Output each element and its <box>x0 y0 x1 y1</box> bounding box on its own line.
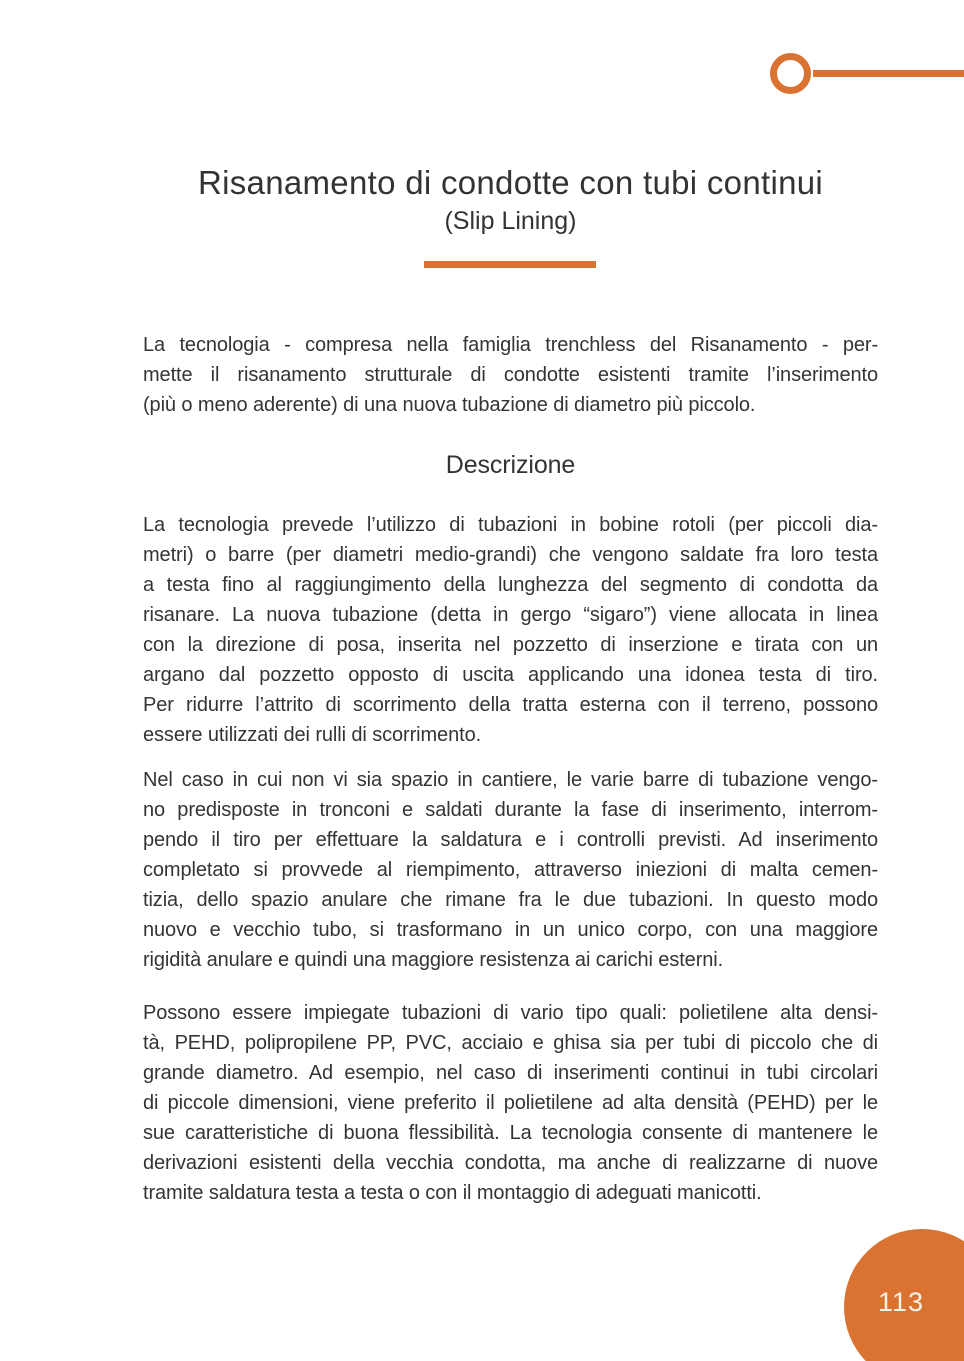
text-line: pendo il tiro per effettuare la saldatura e i controlli previsti. Ad inserimento <box>143 829 878 851</box>
text-line: completato si provvede al riempimento, attraverso iniezioni di malta cemen- <box>143 859 878 881</box>
text-line: tizia, dello spazio anulare che rimane fra le due tubazioni. In questo modo <box>143 889 878 911</box>
text-line: rigidità anulare e quindi una maggiore resistenza ai carichi esterni. <box>143 949 724 971</box>
ring-icon <box>770 53 811 94</box>
text-line: tà, PEHD, polipropilene PP, PVC, acciaio e ghisa sia per tubi di piccolo che di <box>143 1032 878 1054</box>
text-line: argano dal pozzetto opposto di uscita applicando una idonea testa di tiro. <box>143 664 878 686</box>
text-line: derivazioni esistenti della vecchia condotta, ma anche di realizzarne di nuove <box>143 1152 878 1174</box>
body-text-column <box>143 330 878 1208</box>
page-number-badge <box>844 1229 964 1361</box>
text-line: sue caratteristiche di buona flessibilità. La tecnologia consente di mantenere le <box>143 1122 878 1144</box>
description-paragraph-1 <box>143 510 878 750</box>
intro-paragraph <box>143 330 878 420</box>
page-subtitle: (Slip Lining) <box>444 207 577 235</box>
text-line: (più o meno aderente) di una nuova tubazione di diametro più piccolo. <box>143 394 756 416</box>
page-title: Risanamento di condotte con tubi continui <box>197 164 824 201</box>
text-line: tramite saldatura testa a testa o con il montaggio di adeguati manicotti. <box>143 1182 762 1204</box>
description-paragraph-3 <box>143 998 878 1208</box>
text-line: grande diametro. Ad esempio, nel caso di inserimenti continui in tubi circolari <box>143 1062 878 1084</box>
text-line: metri) o barre (per diametri medio-grandi) che vengono saldate fra loro testa <box>143 544 878 566</box>
text-line: risanare. La nuova tubazione (detta in gergo “sigaro”) viene allocata in linea <box>143 604 878 626</box>
text-line: La tecnologia - compresa nella famiglia trenchless del Risanamento - per- <box>143 334 878 356</box>
text-line: Possono essere impiegate tubazioni di vario tipo quali: polietilene alta densi- <box>143 1002 878 1024</box>
text-line: Per ridurre l’attrito di scorrimento della tratta esterna con il terreno, possono <box>143 694 878 716</box>
section-heading-descrizione: Descrizione <box>445 451 576 479</box>
text-line: La tecnologia prevede l’utilizzo di tubazioni in bobine rotoli (per piccoli dia- <box>143 514 878 536</box>
header-line-decoration <box>813 70 964 77</box>
text-line: nuovo e vecchio tubo, si trasformano in un unico corpo, con una maggiore <box>143 919 878 941</box>
text-line: a testa fino al raggiungimento della lunghezza del segmento di condotta da <box>143 574 878 596</box>
text-line: essere utilizzati dei rulli di scorrimento. <box>143 724 482 746</box>
text-line: mette il risanamento strutturale di condotte esistenti tramite l’inserimento <box>143 364 878 386</box>
text-line: di piccole dimensioni, viene preferito il polietilene ad alta densità (PEHD) per le <box>143 1092 878 1114</box>
page-number: 113 <box>877 1287 925 1317</box>
title-divider <box>424 261 596 268</box>
title-block <box>143 163 878 236</box>
text-line: con la direzione di posa, inserita nel pozzetto di inserzione e tirata con un <box>143 634 878 656</box>
text-line: Nel caso in cui non vi sia spazio in cantiere, le varie barre di tubazione vengo- <box>143 769 878 791</box>
text-line: no predisposte in tronconi e saldati durante la fase di inserimento, interrom- <box>143 799 878 821</box>
description-paragraph-2 <box>143 765 878 975</box>
